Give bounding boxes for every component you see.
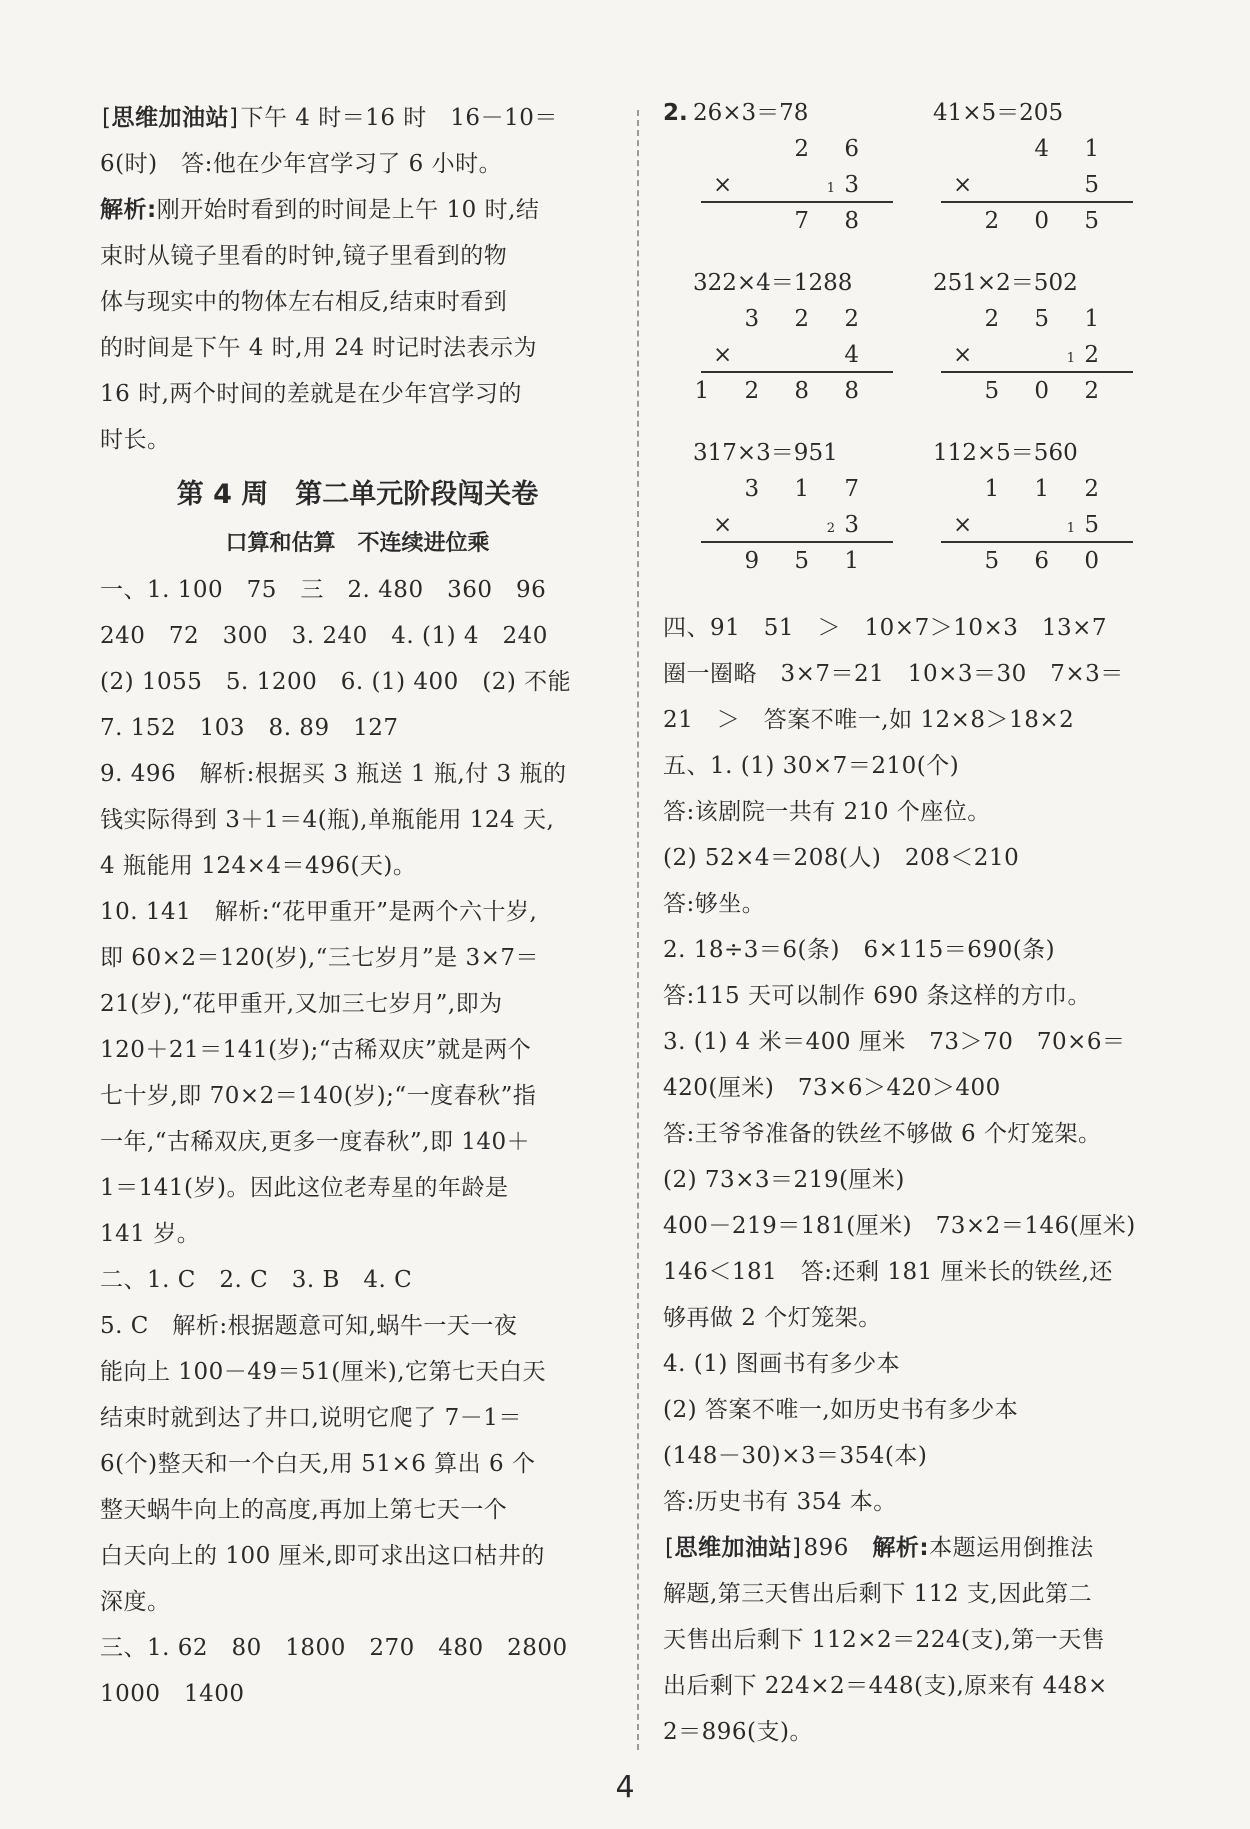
text-line: 一、1. 100 75 三 2. 480 360 96 [100, 577, 547, 603]
text-line: 5. C 解析:根据题意可知,蜗牛一天一夜 [100, 1313, 518, 1339]
text-line: 三、1. 62 80 1800 270 480 2800 [100, 1635, 568, 1661]
section-subtitle: 口算和估算 不连续进位乘 [225, 531, 490, 556]
multiplicand: 1 1 2 [984, 476, 1113, 502]
column-divider [637, 110, 639, 1750]
multiplicand: 2 6 [794, 136, 873, 162]
text-line: 结束时就到达了井口,说明它爬了 7－1＝ [100, 1405, 522, 1431]
left-column [100, 95, 615, 1717]
text-line: (148－30)×3＝354(本) [663, 1443, 928, 1469]
text-line: 能向上 100－49＝51(厘米),它第七天白天 [100, 1359, 547, 1385]
times-sign: × [953, 342, 973, 368]
times-sign: × [713, 172, 733, 198]
text-line: 二、1. C 2. C 3. B 4. C [100, 1267, 413, 1293]
product: 5 6 0 [984, 548, 1113, 574]
analysis-label: 解析: [872, 1535, 930, 1561]
multiplier: 2 [1084, 342, 1113, 368]
text-line: 答:115 天可以制作 690 条这样的方巾。 [663, 983, 1091, 1009]
section-title: 第 4 周 第二单元阶段闯关卷 [176, 479, 539, 510]
item-number: 2. [663, 100, 688, 126]
times-sign: × [713, 342, 733, 368]
text-line: 答:该剧院一共有 210 个座位。 [663, 799, 991, 825]
text-line: 21(岁),“花甲重开,又加三七岁月”,即为 [100, 991, 503, 1017]
text-line: 圈一圈略 3×7＝21 10×3＝30 7×3＝ [663, 661, 1124, 687]
vertical-multiplication [693, 95, 913, 239]
text-line: [ 思维加油站 ] 896 解析:本题运用倒推法 [663, 1525, 1173, 1571]
text-line: 21 ＞ 答案不唯一,如 12×8＞18×2 [663, 707, 1075, 733]
thinking-label: [ 思维加油站 ] [100, 95, 240, 141]
product: 7 8 [794, 208, 873, 234]
times-sign: × [953, 172, 973, 198]
multiplier: 3 [844, 172, 873, 198]
vertical-multiplication [693, 265, 913, 409]
product: 5 0 2 [984, 378, 1113, 404]
text-line: 时长。 [100, 427, 171, 453]
text-line: 够再做 2 个灯笼架。 [663, 1305, 882, 1331]
text-line: (2) 1055 5. 1200 6. (1) 400 (2) 不能 [100, 669, 572, 695]
carry-digit: 1 [826, 181, 835, 196]
text-line: 钱实际得到 3＋1＝4(瓶),单瓶能用 124 天, [100, 807, 555, 833]
text-line: 6(个)整天和一个白天,用 51×6 算出 6 个 [100, 1451, 536, 1477]
carry-digit: 1 [1066, 521, 1075, 536]
text-line: 10. 141 解析:“花甲重开”是两个六十岁, [100, 899, 538, 925]
multiplier: 5 [1084, 512, 1113, 538]
text-line: 一年,“古稀双庆,更多一度春秋”,即 140＋ [100, 1129, 531, 1155]
text-line: 120＋21＝141(岁);“古稀双庆”就是两个 [100, 1037, 532, 1063]
text-line: 白天向上的 100 厘米,即可求出这口枯井的 [100, 1543, 545, 1569]
text-line: 16 时,两个时间的差就是在少年宫学习的 [100, 381, 522, 407]
equation: 112×5＝560 [933, 440, 1078, 466]
times-sign: × [713, 512, 733, 538]
text-line: 的时间是下午 4 时,用 24 时记时法表示为 [100, 335, 537, 361]
text-line: 出后剩下 224×2＝448(支),原来有 448× [663, 1673, 1108, 1699]
text-line: 2＝896(支)。 [663, 1719, 813, 1745]
text-line: 4. (1) 图画书有多少本 [663, 1351, 901, 1377]
text-line: 9. 496 解析:根据买 3 瓶送 1 瓶,付 3 瓶的 [100, 761, 567, 787]
vertical-calculations [663, 95, 1173, 605]
page-number: 4 [615, 1770, 635, 1805]
text-line: 四、91 51 ＞ 10×7＞10×3 13×7 [663, 615, 1108, 641]
text-line: 解题,第三天售出后剩下 112 支,因此第二 [663, 1581, 1093, 1607]
multiplier: 3 [844, 512, 873, 538]
times-sign: × [953, 512, 973, 538]
answers-block [100, 567, 615, 1717]
product: 2 0 5 [984, 208, 1113, 234]
text-line: 7. 152 103 8. 89 127 [100, 715, 399, 741]
multiplicand: 4 1 [1034, 136, 1113, 162]
text-line: 束时从镜子里看的时钟,镜子里看到的物 [100, 243, 508, 269]
text-line: 6(时) 答:他在少年宫学习了 6 小时。 [100, 151, 503, 177]
text-line: 整天蜗牛向上的高度,再加上第七天一个 [100, 1497, 508, 1523]
text-line: 解析:刚开始时看到的时间是上午 10 时,结 [100, 197, 540, 223]
text-line: 五、1. (1) 30×7＝210(个) [663, 753, 960, 779]
multiplicand: 3 1 7 [744, 476, 873, 502]
text-line: 答:够坐。 [663, 891, 766, 917]
multiplicand: 3 2 2 [744, 306, 873, 332]
text-line: 4 瓶能用 124×4＝496(天)。 [100, 853, 417, 879]
equation: 251×2＝502 [933, 270, 1078, 296]
equation: 317×3＝951 [693, 440, 838, 466]
text-line: 七十岁,即 70×2＝140(岁);“一度春秋”指 [100, 1083, 537, 1109]
text-line: 420(厘米) 73×6＞420＞400 [663, 1075, 1001, 1101]
multiplicand: 2 5 1 [984, 306, 1113, 332]
text-line: 天售出后剩下 112×2＝224(支),第一天售 [663, 1627, 1106, 1653]
text-line: (2) 52×4＝208(人) 208＜210 [663, 845, 1020, 871]
analysis-label: 解析: [100, 197, 157, 223]
equation: 322×4＝1288 [693, 270, 853, 296]
multiplier: 4 [844, 342, 873, 368]
text-line: 体与现实中的物体左右相反,结束时看到 [100, 289, 508, 315]
vertical-multiplication [933, 265, 1153, 409]
text-line: 即 60×2＝120(岁),“三七岁月”是 3×7＝ [100, 945, 540, 971]
equation: 26×3＝78 [693, 100, 809, 126]
text-line: 146＜181 答:还剩 181 厘米长的铁丝,还 [663, 1259, 1113, 1285]
text-line: 1000 1400 [100, 1681, 245, 1707]
text-line: [ 思维加油站 ] 下午 4 时＝16 时 16－10＝ [100, 95, 615, 141]
thinking-label: [ 思维加油站 ] [663, 1525, 803, 1571]
text-line: 1＝141(岁)。因此这位老寿星的年龄是 [100, 1175, 509, 1201]
text-line: 答:历史书有 354 本。 [663, 1489, 897, 1515]
text-line: (2) 答案不唯一,如历史书有多少本 [663, 1397, 1019, 1423]
carry-digit: 1 [1066, 351, 1075, 366]
text-line: 3. (1) 4 米＝400 厘米 73＞70 70×6＝ [663, 1029, 1126, 1055]
equation: 41×5＝205 [933, 100, 1064, 126]
right-column [663, 95, 1173, 1755]
vertical-multiplication [933, 95, 1153, 239]
vertical-multiplication [933, 435, 1153, 579]
product: 1 2 8 8 [694, 378, 873, 404]
text-line: 400－219＝181(厘米) 73×2＝146(厘米) [663, 1213, 1136, 1239]
text-line: 深度。 [100, 1589, 171, 1615]
product: 9 5 1 [744, 548, 873, 574]
multiplier: 5 [1084, 172, 1113, 198]
text-line: 240 72 300 3. 240 4. (1) 4 240 [100, 623, 548, 649]
carry-digit: 2 [826, 521, 835, 536]
text-line: 141 岁。 [100, 1221, 201, 1247]
vertical-multiplication [693, 435, 913, 579]
answers-block [663, 605, 1173, 1525]
text-line: 2. 18÷3＝6(条) 6×115＝690(条) [663, 937, 1056, 963]
text-line: 答:王爷爷准备的铁丝不够做 6 个灯笼架。 [663, 1121, 1102, 1147]
text-line: (2) 73×3＝219(厘米) [663, 1167, 905, 1193]
